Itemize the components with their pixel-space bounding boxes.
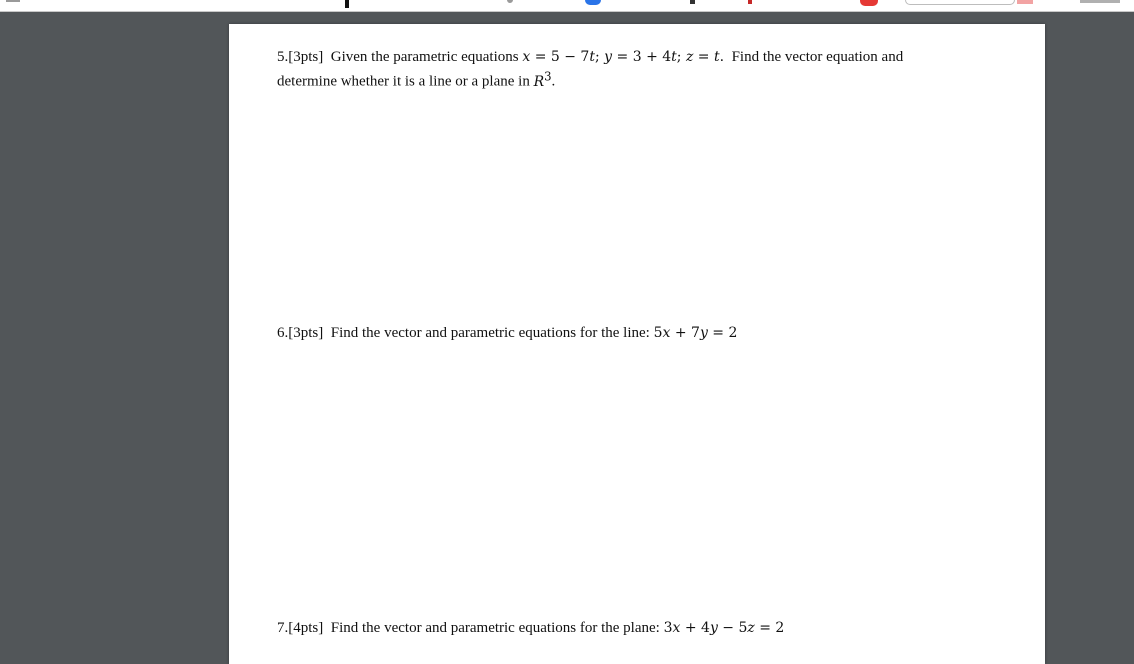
question-text-2: Find the vector equation and determine whether it is a line or a plane in (277, 49, 904, 90)
browser-tab[interactable] (905, 0, 1015, 5)
pdf-page (229, 24, 1045, 664)
question-text: Given the parametric equations (330, 49, 519, 65)
window-controls-fragment[interactable] (1080, 0, 1120, 3)
app-icon[interactable] (690, 0, 695, 4)
browser-top-strip (0, 0, 1134, 12)
equation-x: x = 5 − 7t; y = 3 + 4t; z = t. (522, 49, 725, 65)
question-5: 5.[3pts] Given the parametric equations x = 5 − 7t; y = 3 + 4t; z = t. Find the vector equation and determine whether it is a line or a plane in $R^3$. (277, 49, 904, 90)
question-number: 7. (277, 620, 289, 636)
question-points: [3pts] (288, 49, 324, 65)
app-icon[interactable] (748, 0, 752, 4)
space-symbol: $R^3$ (533, 69, 552, 90)
question-7 (277, 619, 957, 638)
question-points: [3pts] (288, 325, 324, 341)
chrome-icon[interactable] (585, 0, 601, 5)
line-equation: 5x + 7y = 2 (653, 325, 738, 341)
app-icon[interactable] (345, 0, 349, 8)
question-points: [4pts] (288, 620, 324, 636)
question-6 (277, 324, 957, 343)
question-number: 5. (277, 49, 289, 65)
image-icon[interactable] (1017, 0, 1033, 4)
app-icon[interactable] (507, 0, 513, 3)
red-app-icon[interactable] (860, 0, 878, 6)
question-number: 6. (277, 325, 289, 341)
question-text: Find the vector and parametric equations for the plane: (330, 620, 660, 636)
plane-equation: 3x + 4y − 5z = 2 (663, 620, 785, 636)
taskbar-fragment-icon[interactable] (6, 0, 20, 2)
question-text: Find the vector and parametric equations for the line: (330, 325, 650, 341)
